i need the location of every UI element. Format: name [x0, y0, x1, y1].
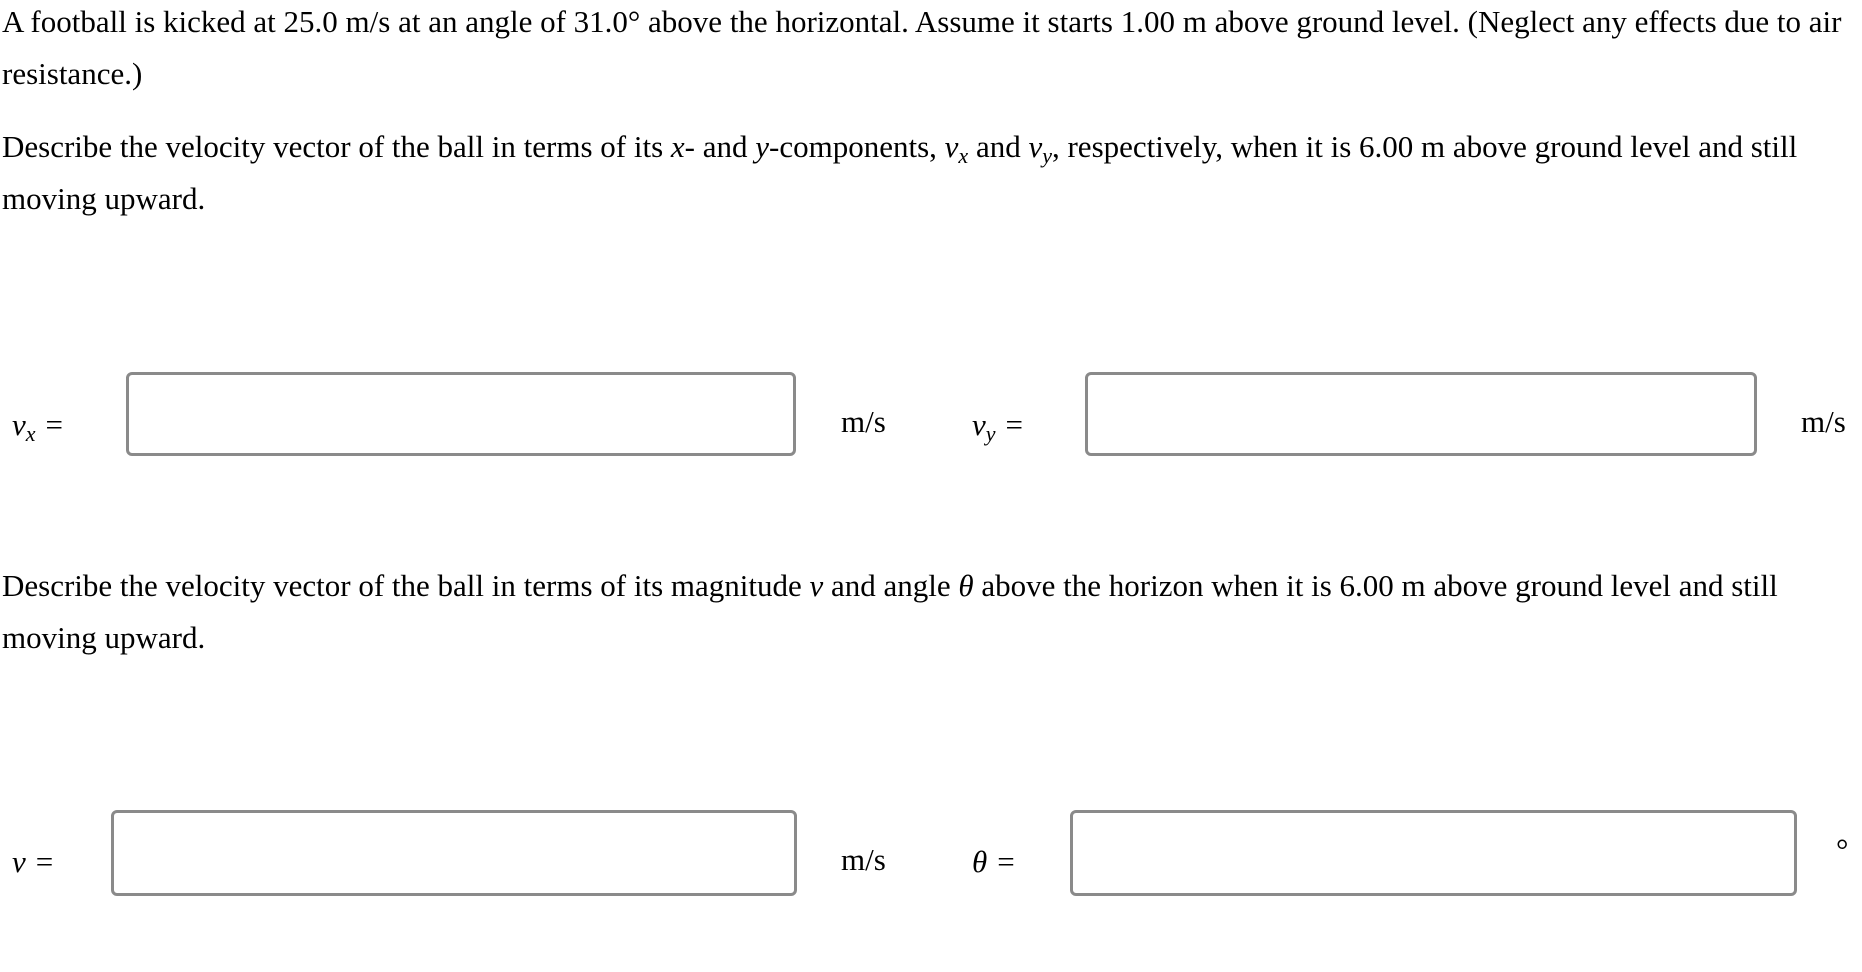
q2-var-theta: θ: [958, 568, 974, 603]
question-components: [2, 121, 1857, 225]
theta-equals: =: [997, 844, 1015, 879]
q1-vy-sub: y: [1042, 143, 1052, 168]
vy-label-base: v: [972, 407, 986, 442]
v-equals: =: [35, 844, 54, 879]
vx-equals: =: [45, 407, 64, 442]
vx-input[interactable]: [126, 372, 796, 456]
q1-text-5: , respectively, when it is 6.00 m above ground level and still moving upward.: [2, 129, 1798, 216]
q2-var-v: v: [809, 568, 824, 603]
vx-label-sub: x: [25, 421, 36, 446]
q1-text-1: Describe the velocity vector of the ball in terms of its: [2, 129, 671, 164]
q1-text-4: and: [968, 129, 1029, 164]
question-magnitude-angle: [2, 560, 1862, 664]
q2-text-1: Describe the velocity vector of the ball in terms of its magnitude: [2, 568, 810, 603]
vx-label: [12, 405, 63, 445]
vy-input[interactable]: [1085, 372, 1757, 456]
q2-text-3: above the horizon when it is 6.00 m above ground level and still moving upward.: [2, 568, 1778, 655]
v-input[interactable]: [111, 810, 797, 896]
vy-label-sub: y: [985, 421, 996, 446]
theta-label-base: θ: [972, 844, 988, 879]
q1-vy-base: v: [1028, 129, 1043, 164]
vy-label: [972, 405, 1023, 445]
q1-var-x: x: [670, 129, 685, 164]
v-label: [12, 842, 53, 882]
theta-label: [972, 842, 1015, 882]
vy-unit: m/s: [1801, 404, 1846, 439]
vx-unit: m/s: [841, 404, 886, 439]
vy-equals: =: [1005, 407, 1024, 442]
theta-unit: °: [1836, 832, 1849, 867]
v-label-base: v: [12, 844, 26, 879]
q2-text-2: and angle: [823, 568, 959, 603]
q1-var-y: y: [755, 129, 770, 164]
q1-text-3: -components,: [769, 129, 945, 164]
q1-text-2: - and: [684, 129, 756, 164]
q1-vx-sub: x: [958, 143, 969, 168]
v-unit: m/s: [841, 842, 886, 877]
theta-input[interactable]: [1070, 810, 1797, 896]
vx-label-base: v: [12, 407, 26, 442]
problem-intro: A football is kicked at 25.0 m/s at an angle of 31.0° above the horizontal. Assume it starts 1.00 m above ground level. (Neglect any effects due to air resistance.): [2, 4, 1842, 91]
q1-vx-base: v: [944, 129, 959, 164]
